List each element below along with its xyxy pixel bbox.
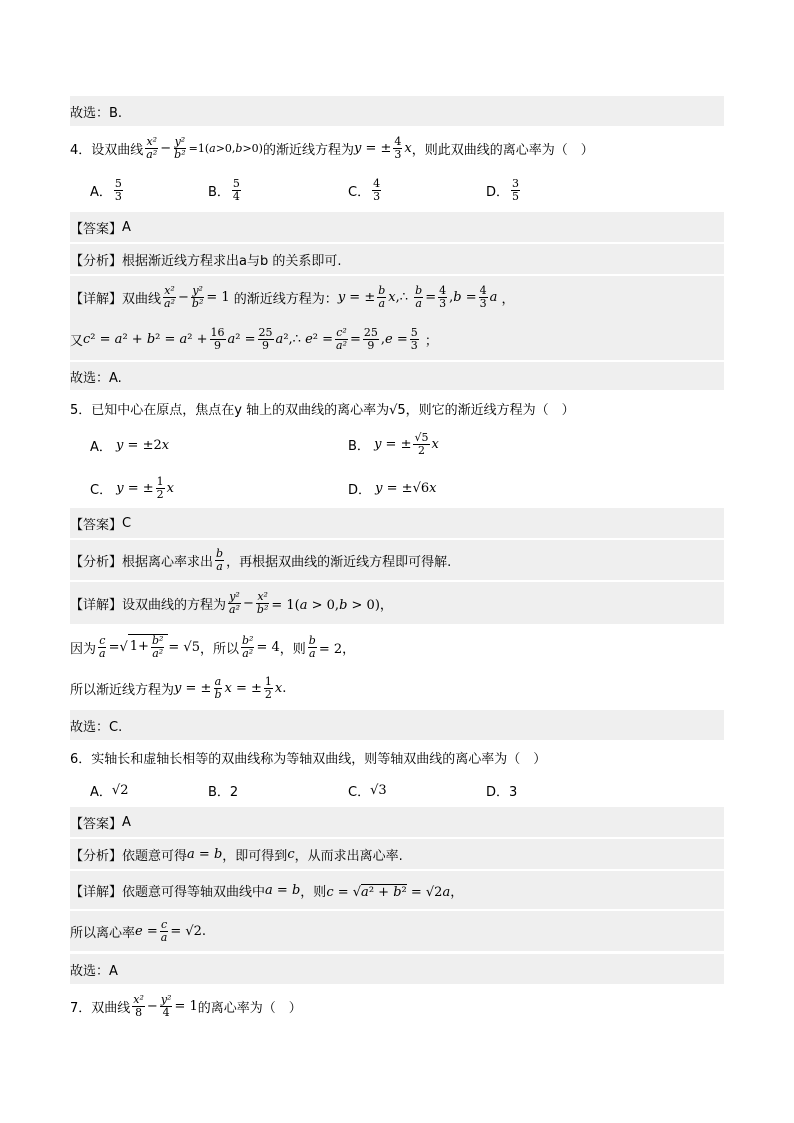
formula: $\frac{\text{c²}}{\text{a²}}$	[336, 325, 347, 352]
formula: $\frac{4}{3}$	[479, 283, 487, 310]
formula: $\frac{\text{x²}}{\text{a²}}$	[146, 134, 158, 161]
q4-option-a	[90, 172, 125, 208]
formula: $\frac{1}{2}$	[156, 474, 164, 501]
formula: $\frac{25}{9}$	[258, 325, 273, 352]
q4-option-b	[208, 172, 243, 208]
detail-label: 【详解】	[70, 291, 123, 307]
formula: $\frac{1}{2}$	[264, 674, 272, 701]
option-label: D．	[486, 184, 510, 200]
formula: $\frac{3}{5}$	[512, 176, 520, 203]
q4-detail-row-2: 又 c² = a² + b² = a² + $\frac{16}{9}$ a² = $\frac{25}{9}$ a²,∴ e² = $\frac{\text{c²}}{\text{a²}}$ = $\frac{25}{9}$ ,e = $\frac{5}{3}$ ；	[70, 318, 724, 360]
formula: $\frac{16}{9}$	[210, 325, 225, 352]
formula: $\frac{4}{3}$	[439, 283, 447, 310]
option-label: A．	[90, 184, 112, 200]
q7-stem-text: 7．双曲线	[70, 1000, 131, 1016]
q4-answer-row	[70, 212, 724, 242]
detail-text: ，则	[279, 641, 306, 657]
q3-conclusion: 故选：B.	[70, 105, 123, 121]
q6-stem-text: 6．实轴长和虚轴长相等的双曲线称为等轴双曲线，则等轴双曲线的离心率为（ ）	[70, 751, 547, 767]
formula: $\frac{\text{y²}}{\text{b²}}$	[174, 134, 186, 161]
formula: $\frac{\text{x²}}{8}$	[133, 992, 144, 1019]
conclusion-text: 故选：C.	[70, 719, 123, 735]
option-label: C．	[348, 784, 371, 800]
formula: $\frac{√5}{2}$	[414, 430, 429, 457]
q5-option-c: C． y = ± $\frac{1}{2}$ x	[90, 474, 174, 501]
formula: $\frac{b}{a}$	[216, 546, 224, 573]
formula: $\frac{c}{a}$	[99, 633, 106, 660]
detail-text: 设双曲线的方程为	[122, 597, 227, 613]
formula: $\frac{\text{y²}}{4}$	[160, 992, 172, 1019]
option-label: A．	[90, 784, 112, 800]
analysis-text: 根据渐近线方程求出a与b 的关系即可.	[122, 253, 342, 269]
q4-analysis-row	[70, 244, 724, 274]
option-label: B．	[348, 438, 370, 454]
detail-text: 依题意可得等轴双曲线中	[122, 884, 266, 900]
option-label: C．	[348, 184, 371, 200]
detail-text: 因为	[70, 641, 97, 657]
detail-text: 所以离心率	[70, 925, 136, 941]
conclusion-text: 故选：A.	[70, 370, 122, 386]
q6-option-b	[208, 776, 238, 804]
detail-text: 所以渐近线方程为	[70, 682, 175, 698]
formula: $\frac{b}{a}$	[378, 283, 386, 310]
formula: $\frac{a}{b}$	[214, 674, 222, 701]
formula: $\frac{b}{a}$	[308, 633, 316, 660]
q5-detail-row-3: 所以渐近线方程为 y = ± $\frac{a}{b}$ x = ± $\frac{1}{2}$ x.	[70, 674, 287, 701]
q3-conclusion-row	[70, 96, 724, 126]
q5-answer-row	[70, 508, 724, 538]
q5-analysis-row	[70, 540, 724, 580]
conclusion-text: 故选：A	[70, 963, 118, 979]
detail-text: ，则	[300, 884, 327, 900]
analysis-label: 【分析】	[70, 253, 123, 269]
answer-value: A	[122, 814, 131, 830]
q4-conclusion-row	[70, 362, 724, 390]
q5-conclusion-row	[70, 710, 724, 740]
q4-stem-text: ，则此双曲线的离心率为（ ）	[411, 142, 594, 158]
q6-option-a: A． √2	[90, 782, 129, 800]
answer-label: 【答案】	[70, 517, 123, 533]
answer-label: 【答案】	[70, 221, 123, 237]
formula: $\frac{5}{3}$	[410, 325, 418, 352]
analysis-text: ，再根据双曲线的渐近线方程即可得解.	[226, 554, 452, 570]
q5-option-d: D． y = ±√6x	[348, 480, 437, 498]
analysis-text: 根据离心率求出	[122, 554, 214, 570]
detail-label: 【详解】	[70, 884, 123, 900]
detail-label: 【详解】	[70, 597, 123, 613]
q5-option-b: B． y = ± $\frac{√5}{2}$ x	[348, 430, 439, 457]
formula: √ 1+ $\frac{\text{b²}}{\text{a²}}$	[119, 634, 168, 659]
q5-detail-row-2: 因为 $\frac{c}{a}$ = √ 1+ $\frac{\text{b²}}{\text{a²}}$ = √5 ，所以 $\frac{\text{b²}}{\text{a²}}$ = 4 ，则 $\frac{b}{a}$ = 2，	[70, 633, 356, 660]
formula: $\frac{\text{b²}}{\text{a²}}$	[242, 633, 254, 660]
option-label: C．	[90, 482, 113, 498]
analysis-text: ，即可得到	[222, 848, 288, 864]
q5-detail-row: 【详解】 设双曲线的方程为 $\frac{\text{y²}}{\text{a²}}$ − $\frac{\text{x²}}{\text{b²}}$ = 1(a > 0,b > 0)，	[70, 582, 724, 624]
answer-value: A	[122, 219, 131, 235]
option-label: A．	[90, 439, 112, 455]
q4-option-c	[348, 172, 383, 208]
q4-stem-text: 4．设双曲线	[70, 142, 144, 158]
q6-conclusion-row	[70, 954, 724, 984]
q7-stem-text: 的离心率为（ ）	[197, 1000, 302, 1016]
q4-stem: 4．设双曲线 $\frac{\text{x²}}{\text{a²}}$ − $\frac{\text{y²}}{\text{b²}}$ =1(a>0,b>0) 的渐近线方程为 y = ± $\frac{4}{3}$ x ，则此双曲线的离心率为（ ）	[70, 134, 594, 161]
analysis-text: ，从而求出离心率.	[294, 848, 403, 864]
analysis-text: 依题意可得	[122, 848, 188, 864]
option-label: B．2	[208, 784, 239, 800]
formula: $\frac{b}{a}$	[415, 283, 423, 310]
q5-option-a: A． y = ±2x	[90, 437, 170, 455]
analysis-label: 【分析】	[70, 848, 123, 864]
q5-stem-text: 5．已知中心在原点，焦点在y 轴上的双曲线的离心率为√5，则它的渐近线方程为（ ）	[70, 402, 575, 418]
q6-option-c: C． √3	[348, 782, 387, 800]
detail-text: ，所以	[200, 641, 240, 657]
formula: $\frac{4}{3}$	[394, 134, 402, 161]
formula: $\frac{\text{x²}}{\text{b²}}$	[256, 589, 269, 616]
analysis-label: 【分析】	[70, 554, 123, 570]
q4-stem-text: 的渐近线方程为	[262, 142, 354, 158]
option-label: D．	[348, 482, 372, 498]
detail-text: 的渐近线方程为：	[233, 291, 338, 307]
formula: $\frac{4}{3}$	[373, 176, 381, 203]
answer-value: C	[122, 515, 132, 531]
answer-label: 【答案】	[70, 816, 123, 832]
formula: $\frac{5}{4}$	[232, 176, 240, 203]
formula: $\frac{\text{x²}}{\text{a²}}$	[164, 283, 175, 310]
formula: $\frac{5}{3}$	[114, 176, 122, 203]
detail-text: 双曲线	[122, 291, 162, 307]
formula: $\frac{c}{a}$	[160, 917, 168, 944]
option-label: D．3	[486, 784, 518, 800]
formula: $\frac{25}{9}$	[363, 325, 378, 352]
formula: $\frac{\text{y²}}{\text{a²}}$	[229, 589, 240, 616]
option-label: B．	[208, 184, 230, 200]
q6-analysis-row: 【分析】 依题意可得 a = b ，即可得到 c ，从而求出离心率.	[70, 839, 724, 869]
detail-text: 又	[70, 333, 84, 349]
q6-option-d	[486, 776, 517, 804]
q6-detail-row: 【详解】 依题意可得等轴双曲线中 a = b ，则 c = √a² + b² = √2a，	[70, 871, 724, 909]
q6-detail-row-2: 所以离心率 e = $\frac{c}{a}$ = √2.	[70, 911, 724, 951]
q4-detail-row: 【详解】 双曲线 $\frac{\text{x²}}{\text{a²}}$ − $\frac{\text{y²}}{\text{b²}}$ = 1 的渐近线方程为： y = ± $\frac{b}{a}$ x,∴ $\frac{b}{a}$ = $\frac{4}{3}$ ,b = $\frac{4}{3}$ a ，	[70, 276, 724, 318]
q7-stem: 7．双曲线 $\frac{\text{x²}}{8}$ − $\frac{\text{y²}}{4}$ = 1 的离心率为（ ）	[70, 992, 302, 1019]
formula: $\frac{\text{y²}}{\text{b²}}$	[191, 283, 204, 310]
q4-option-d	[486, 172, 522, 208]
q5-stem	[70, 394, 724, 422]
q6-stem	[70, 743, 724, 771]
q6-answer-row	[70, 807, 724, 837]
